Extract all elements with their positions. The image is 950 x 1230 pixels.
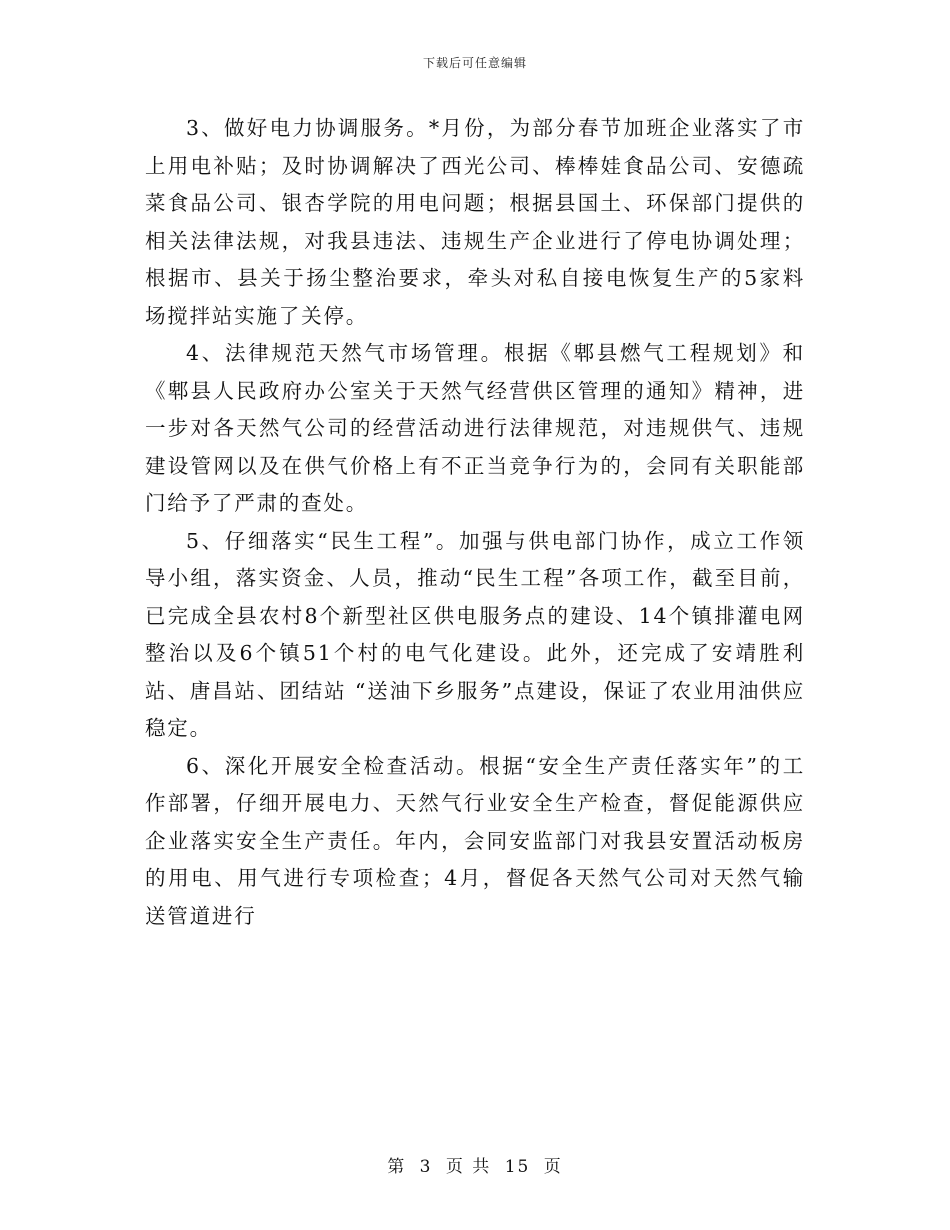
footer-current-page: 3 xyxy=(419,1157,433,1177)
footer-suffix: 页 xyxy=(543,1157,563,1177)
paragraph-livelihood-project: 5、仔细落实“民生工程”。加强与供电部门协作，成立工作领导小组，落实资金、人员，推动“民生工程”各项工作，截至目前，已完成全县农村8个新型社区供电服务点的建设、14个镇排灌电网整治以及6个镇51个村的电气化建设。此外，还完成了安靖胜利站、唐昌站、团结站 “送油下乡服务”点建设，保证了农业用油供应稳定。 xyxy=(145,528,805,740)
page-footer xyxy=(0,1152,950,1177)
page-header-note: 下载后可任意编辑 xyxy=(422,56,527,70)
paragraph-gas-market-management: 4、法律规范天然气市场管理。根据《郫县燃气工程规划》和《郫县人民政府办公室关于天然气经营供区管理的通知》精神，进一步对各天然气公司的经营活动进行法律规范，对违规供气、违规建设管网以及在供气价格上有不正当竞争行为的，会同有关职能部门给予了严肃的查处。 xyxy=(145,341,805,515)
footer-prefix: 第 xyxy=(387,1157,407,1177)
footer-middle: 页 共 xyxy=(445,1157,492,1177)
paragraph-electricity-coordination: 3、做好电力协调服务。*月份，为部分春节加班企业落实了市上用电补贴；及时协调解决了西光公司、棒棒娃食品公司、安德疏菜食品公司、银杏学院的用电问题；根据县国土、环保部门提供的相关法律法规，对我县违法、违规生产企业进行了停电协调处理；根据市、县关于扬尘整治要求，牵头对私自接电恢复生产的5家料场搅拌站实施了关停。 xyxy=(145,116,805,328)
footer-total-pages: 15 xyxy=(504,1157,531,1177)
document-body xyxy=(145,110,805,935)
paragraph-safety-inspection: 6、深化开展安全检查活动。根据“安全生产责任落实年”的工作部署，仔细开展电力、天然气行业安全生产检查，督促能源供应企业落实安全生产责任。年内，会同安监部门对我县安置活动板房的用电、用气进行专项检查；4月，督促各天然气公司对天然气输送管道进行 xyxy=(145,753,805,928)
